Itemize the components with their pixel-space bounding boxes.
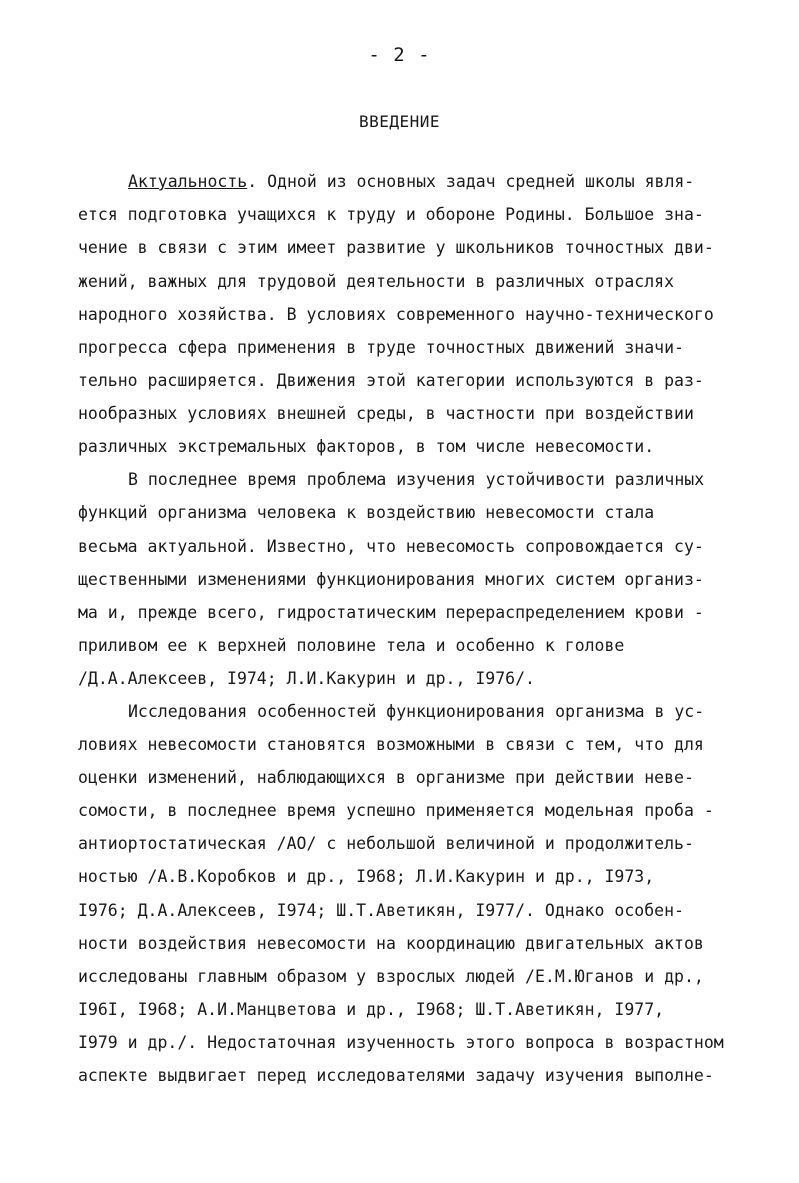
page-number: - 2 - (368, 44, 431, 66)
text-line: приливом ее к верхней половине тела и особенно к голове (78, 636, 625, 655)
text-line: I976; Д.А.Алексеев, I974; Ш.Т.Аветикян, I977/. Однако особен- (78, 901, 684, 920)
text-line: ности воздействия невесомости на координацию двигательных актов (78, 934, 704, 953)
text-line: ма и, прежде всего, гидростатическим перераспределением крови - (78, 603, 704, 622)
text-line: Исследования особенностей функционирования организма в ус- (128, 702, 705, 721)
text-line: I96I, I968; А.И.Манцветова и др., I968; Ш.Т.Аветикян, I977, (78, 1000, 665, 1019)
text-line: I979 и др./. Недостаточная изученность этого вопроса в возрастном (78, 1033, 724, 1052)
text-line: тельно расширяется. Движения этой категории используются в раз- (78, 371, 704, 390)
text-line: оценки изменений, наблюдающихся в организме при действии неве- (78, 768, 694, 787)
text-line: исследованы главным образом у взрослых людей /Е.М.Юганов и др., (78, 967, 704, 986)
text-line: ловиях невесомости становятся возможными в связи с тем, что для (78, 735, 704, 754)
text-line: ется подготовка учащихся к труду и обороне Родины. Большое зна- (78, 205, 704, 224)
text-line: /Д.А.Алексеев, I974; Л.И.Какурин и др., I976/. (78, 669, 535, 688)
text-line: нообразных условиях внешней среды, в частности при воздействии (78, 404, 694, 423)
text-line: весьма актуальной. Известно, что невесомость сопровождается су- (78, 537, 704, 556)
text-line: сомости, в последнее время успешно применяется модельная проба - (78, 801, 714, 820)
text-line: Актуальность. Одной из основных задач средней школы явля- (128, 172, 695, 191)
text-line: антиортостатическая /АО/ с небольшой величиной и продолжитель- (78, 834, 694, 853)
term-actuality: Актуальность (128, 172, 248, 191)
text-line: жений, важных для трудовой деятельности в различных отраслях (78, 272, 675, 291)
text-line: чение в связи с этим имеет развитие у школьников точностных дви- (78, 238, 714, 257)
text-line: различных экстремальных факторов, в том числе невесомости. (78, 437, 655, 456)
section-heading: ВВЕДЕНИЕ (358, 112, 441, 131)
text-line: В последнее время проблема изучения устойчивости различных (128, 470, 705, 489)
text-line: народного хозяйства. В условиях современного научно-технического (78, 305, 714, 324)
text-line: функций организма человека к воздействию невесомости стала (78, 503, 655, 522)
text-line: аспекте выдвигает перед исследователями задачу изучения выполне- (78, 1066, 714, 1085)
text-line: щественными изменениями функционирования многих систем организ- (78, 570, 704, 589)
text-line: ностью /А.В.Коробков и др., I968; Л.И.Какурин и др., I973, (78, 867, 655, 886)
text-line: прогресса сфера применения в труде точностных движений значи- (78, 338, 684, 357)
